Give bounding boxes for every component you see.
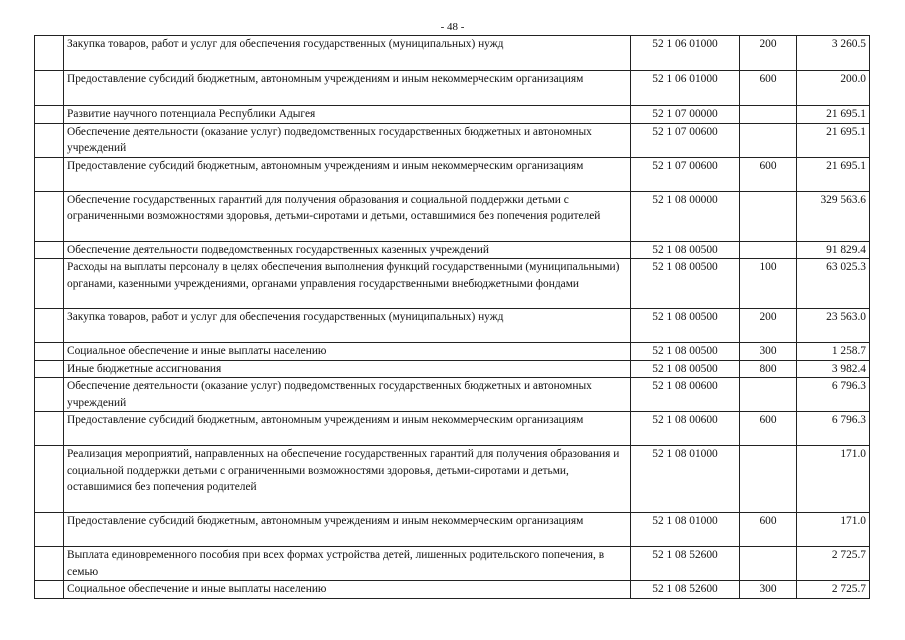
description-cell: Иные бюджетные ассигнования	[64, 360, 631, 378]
amount-cell: 2 725.7	[797, 547, 870, 581]
description-cell: Предоставление субсидий бюджетным, автономным учреждениям и иным некоммерческим организациям	[64, 412, 631, 446]
expense-type-cell: 600	[740, 71, 797, 106]
expense-type-cell	[740, 547, 797, 581]
row-index-cell	[35, 106, 64, 124]
expense-type-cell	[740, 106, 797, 124]
expense-type-cell: 100	[740, 259, 797, 309]
table-row	[35, 581, 870, 599]
amount-cell: 21 695.1	[797, 157, 870, 191]
amount-cell: 171.0	[797, 513, 870, 547]
expense-type-cell: 300	[740, 343, 797, 361]
amount-cell: 171.0	[797, 446, 870, 513]
description-cell: Обеспечение деятельности (оказание услуг) подведомственных государственных бюджетных и автономных учреждений	[64, 123, 631, 157]
code-cell: 52 1 08 00600	[631, 412, 740, 446]
amount-cell: 3 260.5	[797, 36, 870, 71]
table-row	[35, 36, 870, 71]
amount-cell: 1 258.7	[797, 343, 870, 361]
row-index-cell	[35, 513, 64, 547]
code-cell: 52 1 08 00000	[631, 191, 740, 241]
code-cell: 52 1 06 01000	[631, 36, 740, 71]
table-row	[35, 309, 870, 343]
code-cell: 52 1 07 00600	[631, 123, 740, 157]
row-index-cell	[35, 343, 64, 361]
description-cell: Предоставление субсидий бюджетным, автономным учреждениям и иным некоммерческим организациям	[64, 71, 631, 106]
description-cell: Обеспечение деятельности (оказание услуг) подведомственных государственных бюджетных и автономных учреждений	[64, 378, 631, 412]
expense-type-cell: 600	[740, 412, 797, 446]
description-cell: Обеспечение деятельности подведомственных государственных казенных учреждений	[64, 241, 631, 259]
row-index-cell	[35, 123, 64, 157]
description-cell: Социальное обеспечение и иные выплаты населению	[64, 343, 631, 361]
amount-cell: 21 695.1	[797, 106, 870, 124]
description-cell: Предоставление субсидий бюджетным, автономным учреждениям и иным некоммерческим организациям	[64, 513, 631, 547]
expense-type-cell	[740, 446, 797, 513]
table-row	[35, 157, 870, 191]
code-cell: 52 1 08 00500	[631, 259, 740, 309]
expense-type-cell: 200	[740, 36, 797, 71]
row-index-cell	[35, 191, 64, 241]
description-cell: Предоставление субсидий бюджетным, автономным учреждениям и иным некоммерческим организациям	[64, 157, 631, 191]
code-cell: 52 1 06 01000	[631, 71, 740, 106]
expense-type-cell	[740, 191, 797, 241]
table-row	[35, 259, 870, 309]
expense-type-cell	[740, 241, 797, 259]
description-cell: Закупка товаров, работ и услуг для обеспечения государственных (муниципальных) нужд	[64, 36, 631, 71]
expense-type-cell: 600	[740, 513, 797, 547]
row-index-cell	[35, 241, 64, 259]
table-row	[35, 71, 870, 106]
code-cell: 52 1 08 52600	[631, 581, 740, 599]
expense-type-cell: 200	[740, 309, 797, 343]
table-row	[35, 106, 870, 124]
expense-type-cell	[740, 378, 797, 412]
description-cell: Социальное обеспечение и иные выплаты населению	[64, 581, 631, 599]
description-cell: Выплата единовременного пособия при всех формах устройства детей, лишенных родительского попечения, в семью	[64, 547, 631, 581]
expense-type-cell: 600	[740, 157, 797, 191]
row-index-cell	[35, 309, 64, 343]
code-cell: 52 1 08 01000	[631, 446, 740, 513]
description-cell: Реализация мероприятий, направленных на обеспечение государственных гарантий для получения образования и социальной поддержки детьми с ограниченными возможностями здоровья, детьми-сиротами и детьми, оставшимися без попечения родителей	[64, 446, 631, 513]
table-row	[35, 412, 870, 446]
table-row	[35, 446, 870, 513]
table-row	[35, 378, 870, 412]
code-cell: 52 1 08 00500	[631, 343, 740, 361]
amount-cell: 21 695.1	[797, 123, 870, 157]
code-cell: 52 1 07 00600	[631, 157, 740, 191]
code-cell: 52 1 07 00000	[631, 106, 740, 124]
description-cell: Обеспечение государственных гарантий для получения образования и социальной поддержки детьми с ограниченными возможностями здоровья, детьми-сиротами и детьми, оставшимися без попечения родителей	[64, 191, 631, 241]
description-cell: Расходы на выплаты персоналу в целях обеспечения выполнения функций государственными (муниципальными) органами, казенными учреждениями, органами управления государственными внебюджетными фондами	[64, 259, 631, 309]
row-index-cell	[35, 547, 64, 581]
row-index-cell	[35, 36, 64, 71]
table-row	[35, 547, 870, 581]
description-cell: Развитие научного потенциала Республики Адыгея	[64, 106, 631, 124]
amount-cell: 2 725.7	[797, 581, 870, 599]
page-number: - 48 -	[440, 21, 465, 33]
row-index-cell	[35, 71, 64, 106]
code-cell: 52 1 08 00600	[631, 378, 740, 412]
amount-cell: 200.0	[797, 71, 870, 106]
row-index-cell	[35, 412, 64, 446]
amount-cell: 6 796.3	[797, 378, 870, 412]
amount-cell: 63 025.3	[797, 259, 870, 309]
row-index-cell	[35, 259, 64, 309]
expense-type-cell: 800	[740, 360, 797, 378]
table-row	[35, 191, 870, 241]
row-index-cell	[35, 157, 64, 191]
expense-type-cell	[740, 123, 797, 157]
description-cell: Закупка товаров, работ и услуг для обеспечения государственных (муниципальных) нужд	[64, 309, 631, 343]
code-cell: 52 1 08 00500	[631, 309, 740, 343]
code-cell: 52 1 08 00500	[631, 360, 740, 378]
row-index-cell	[35, 360, 64, 378]
table-row	[35, 123, 870, 157]
code-cell: 52 1 08 52600	[631, 547, 740, 581]
amount-cell: 23 563.0	[797, 309, 870, 343]
table-row	[35, 360, 870, 378]
row-index-cell	[35, 378, 64, 412]
expense-type-cell: 300	[740, 581, 797, 599]
table-row	[35, 513, 870, 547]
code-cell: 52 1 08 01000	[631, 513, 740, 547]
amount-cell: 3 982.4	[797, 360, 870, 378]
amount-cell: 91 829.4	[797, 241, 870, 259]
budget-table	[34, 35, 870, 599]
code-cell: 52 1 08 00500	[631, 241, 740, 259]
amount-cell: 329 563.6	[797, 191, 870, 241]
table-row	[35, 343, 870, 361]
amount-cell: 6 796.3	[797, 412, 870, 446]
row-index-cell	[35, 446, 64, 513]
row-index-cell	[35, 581, 64, 599]
table-row	[35, 241, 870, 259]
